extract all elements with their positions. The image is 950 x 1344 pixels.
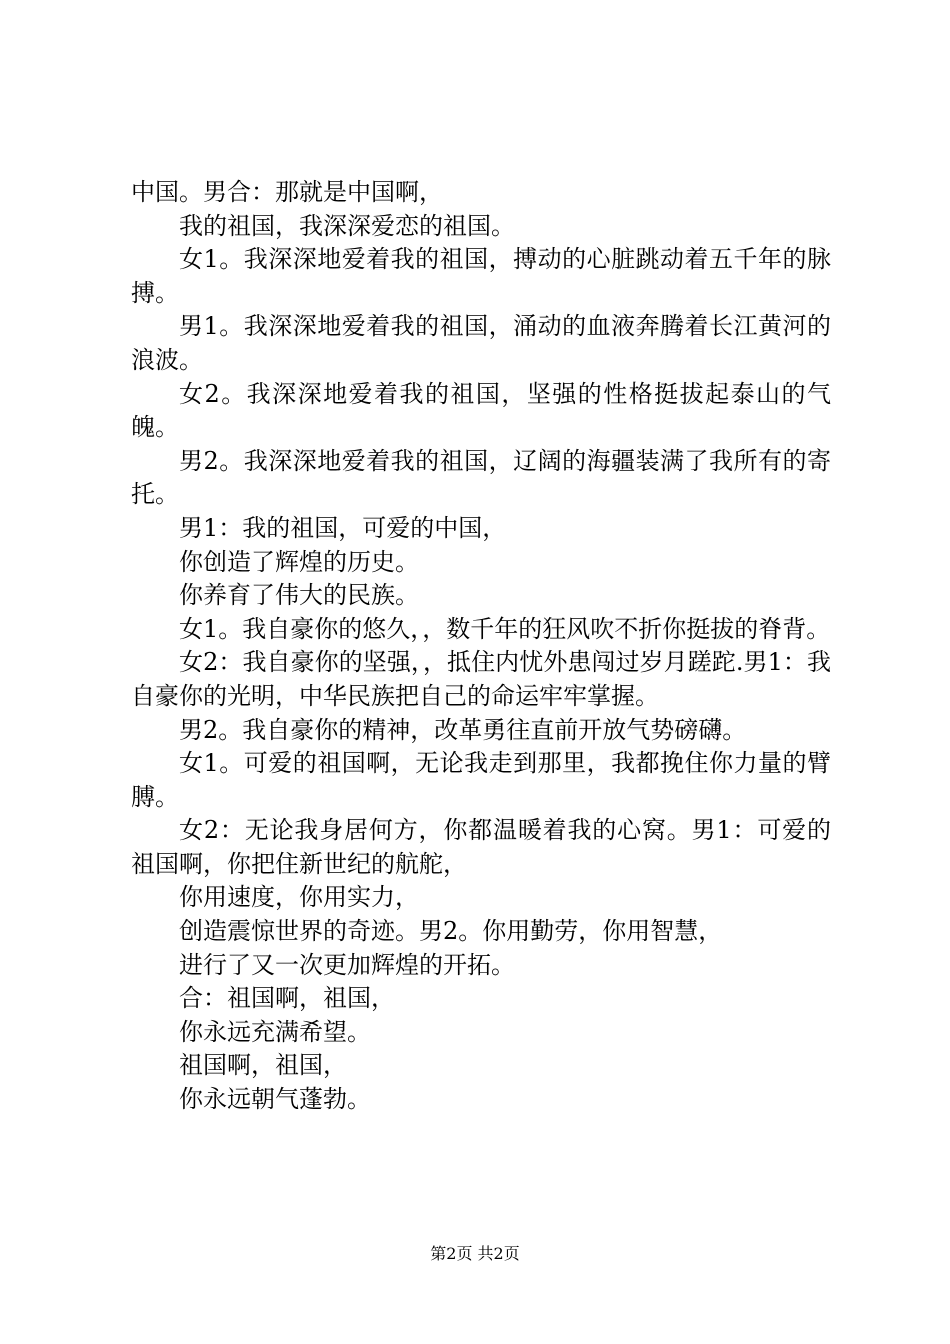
paragraph-5: 女2。我深深地爱着我的祖国，坚强的性格挺拔起泰山的气魄。 bbox=[131, 379, 831, 442]
paragraph-15: 你用速度，你用实力， bbox=[179, 883, 419, 912]
paragraph-3: 女1。我深深地爱着我的祖国，搏动的心脏跳动着五千年的脉搏。 bbox=[131, 245, 831, 307]
paragraph-7: 男1：我的祖国，可爱的中国， bbox=[179, 513, 507, 542]
paragraph-4: 男1。我深深地爱着我的祖国，涌动的血液奔腾着长江黄河的浪波。 bbox=[131, 312, 831, 374]
paragraph-18: 合：祖国啊，祖国， bbox=[179, 984, 395, 1013]
document-body bbox=[131, 176, 831, 1117]
paragraph-8: 你创造了辉煌的历史。 bbox=[179, 547, 419, 576]
page-footer: 第2页 共2页 bbox=[430, 1244, 520, 1263]
paragraph-13: 女1。可爱的祖国啊，无论我走到那里，我都挽住你力量的臂膊。 bbox=[131, 749, 831, 811]
paragraph-6: 男2。我深深地爱着我的祖国，辽阔的海疆装满了我所有的寄托。 bbox=[131, 446, 831, 509]
paragraph-20: 祖国啊，祖国， bbox=[179, 1051, 347, 1080]
paragraph-11: 女2：我自豪你的坚强，，抵住内忧外患闯过岁月蹉跎.男1：我自豪你的光明，中华民族把自己的命运牢牢掌握。 bbox=[131, 648, 831, 710]
paragraph-17: 进行了又一次更加辉煌的开拓。 bbox=[179, 950, 515, 979]
paragraph-10: 女1。我自豪你的悠久，，数千年的狂风吹不折你挺拔的脊背。 bbox=[179, 614, 831, 643]
paragraph-2: 我的祖国，我深深爱恋的祖国。 bbox=[179, 211, 515, 240]
paragraph-14: 女2：无论我身居何方，你都温暖着我的心窝。男1：可爱的祖国啊，你把住新世纪的航舵， bbox=[131, 816, 831, 878]
paragraph-21: 你永远朝气蓬勃。 bbox=[179, 1085, 371, 1114]
paragraph-19: 你永远充满希望。 bbox=[179, 1017, 371, 1046]
paragraph-1: 中国。男合：那就是中国啊， bbox=[131, 178, 443, 206]
paragraph-9: 你养育了伟大的民族。 bbox=[179, 581, 419, 610]
paragraph-16: 创造震惊世界的奇迹。男2。你用勤劳，你用智慧， bbox=[179, 917, 723, 946]
paragraph-12: 男2。我自豪你的精神，改革勇往直前开放气势磅礴。 bbox=[179, 715, 747, 744]
